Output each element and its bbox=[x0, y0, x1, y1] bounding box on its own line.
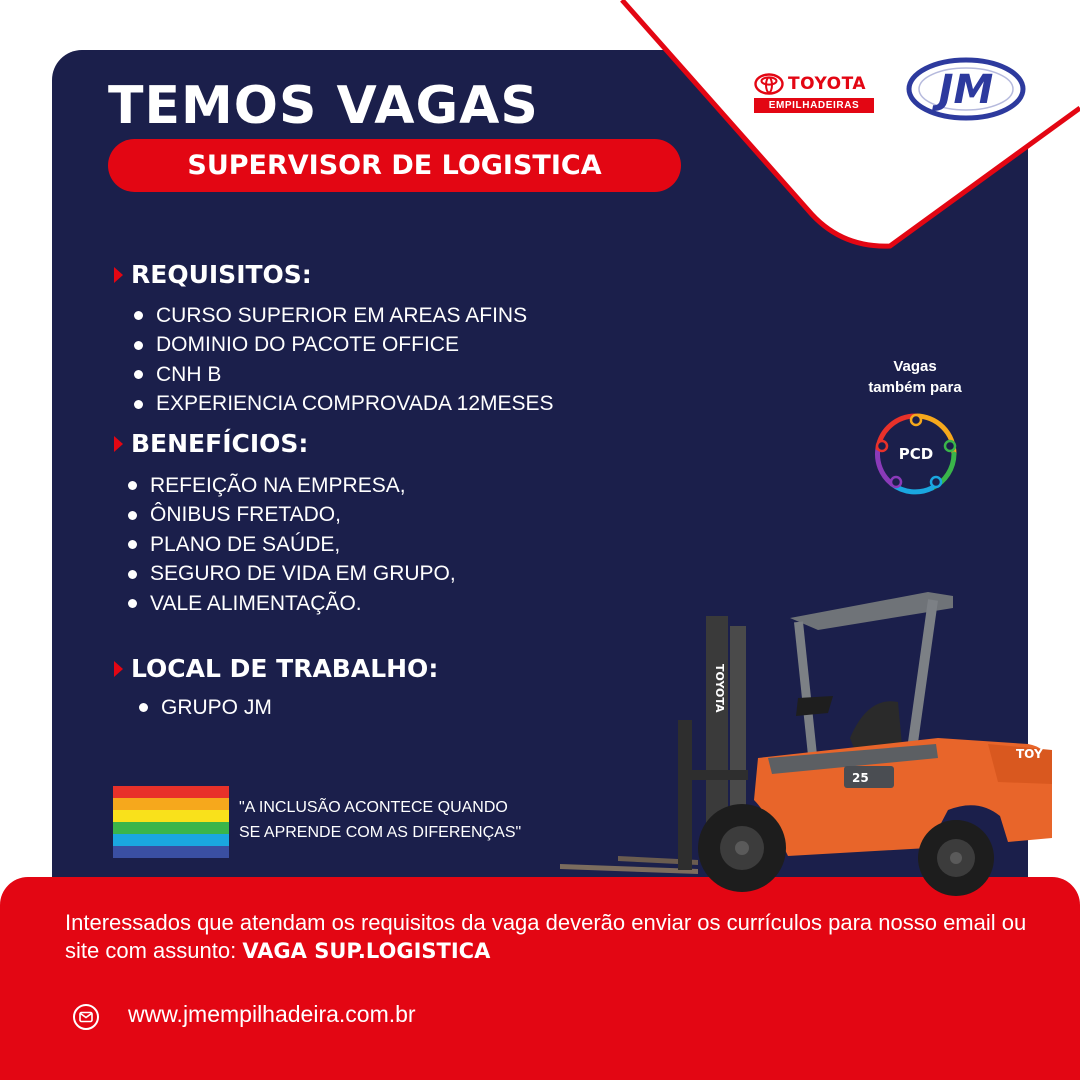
model-label: 25 bbox=[852, 771, 869, 785]
footer-text: Interessados que atendam os requisitos da vaga deverão enviar os currículos para nosso email ou site com assunto: bbox=[65, 910, 1027, 963]
list-item-text: SEGURO DE VIDA EM GRUPO, bbox=[150, 562, 456, 586]
website-link[interactable]: www.jmempilhadeira.com.br bbox=[128, 1001, 416, 1027]
corner-decoration bbox=[560, 0, 1080, 260]
page-title: TEMOS VAGAS bbox=[108, 76, 539, 136]
list-item bbox=[128, 501, 456, 531]
quote-line1: "A INCLUSÃO ACONTECE QUANDO bbox=[239, 799, 508, 816]
list-item bbox=[134, 301, 554, 331]
list-item-text: PLANO DE SAÚDE, bbox=[150, 532, 341, 556]
bullet-icon bbox=[128, 511, 137, 520]
benefits-heading bbox=[114, 429, 308, 458]
requirements-list bbox=[134, 301, 554, 419]
bullet-icon bbox=[134, 311, 143, 320]
jm-logo-text: JM bbox=[938, 67, 994, 113]
job-title: SUPERVISOR DE LOGISTICA bbox=[187, 150, 602, 181]
toyota-logo bbox=[754, 72, 874, 116]
email-icon bbox=[73, 1004, 99, 1030]
forklift-image bbox=[558, 578, 1068, 900]
footer-instructions bbox=[65, 909, 1045, 965]
jm-logo bbox=[905, 55, 1027, 123]
list-item bbox=[128, 471, 456, 501]
location-heading bbox=[114, 654, 438, 683]
pcd-badge-icon bbox=[870, 408, 962, 498]
pcd-text-line2: também para bbox=[868, 379, 962, 396]
bullet-icon bbox=[128, 540, 137, 549]
list-item bbox=[134, 360, 554, 390]
requirements-heading bbox=[114, 260, 312, 289]
benefits-list bbox=[128, 471, 456, 619]
footer-panel bbox=[0, 877, 1080, 1080]
bullet-icon bbox=[128, 481, 137, 490]
bullet-icon bbox=[128, 570, 137, 579]
inclusion-quote bbox=[239, 795, 521, 845]
arrow-right-icon bbox=[114, 267, 123, 283]
pcd-text-line1: Vagas bbox=[893, 358, 937, 375]
bullet-icon bbox=[139, 703, 148, 712]
location-heading-label: LOCAL DE TRABALHO: bbox=[131, 654, 439, 683]
benefits-heading-label: BENEFÍCIOS: bbox=[131, 429, 309, 458]
list-item-text: ÔNIBUS FRETADO, bbox=[150, 503, 341, 527]
bullet-icon bbox=[134, 400, 143, 409]
list-item-text: VALE ALIMENTAÇÃO. bbox=[150, 591, 362, 615]
rainbow-flag bbox=[113, 786, 229, 858]
list-item bbox=[134, 390, 554, 420]
list-item bbox=[128, 589, 456, 619]
list-item-text: REFEIÇÃO NA EMPRESA, bbox=[150, 473, 406, 497]
pcd-badge-text: PCD bbox=[898, 445, 934, 463]
location-list bbox=[139, 693, 272, 723]
footer-subject: VAGA SUP.LOGISTICA bbox=[242, 939, 491, 963]
toyota-emblem-icon bbox=[754, 73, 784, 95]
bullet-icon bbox=[134, 341, 143, 350]
list-item-text: CURSO SUPERIOR EM AREAS AFINS bbox=[156, 303, 528, 327]
job-title-pill bbox=[108, 139, 681, 192]
rear-brand: TOY bbox=[1016, 747, 1043, 761]
mast-brand: TOYOTA bbox=[713, 664, 726, 713]
list-item bbox=[128, 530, 456, 560]
list-item-text: GRUPO JM bbox=[161, 695, 272, 719]
list-item bbox=[134, 331, 554, 361]
pcd-text bbox=[850, 356, 980, 398]
list-item bbox=[139, 693, 272, 723]
requirements-heading-label: REQUISITOS: bbox=[131, 260, 312, 289]
toyota-sub: EMPILHADEIRAS bbox=[754, 98, 874, 113]
bullet-icon bbox=[128, 599, 137, 608]
list-item-text: CNH B bbox=[156, 362, 222, 386]
list-item-text: EXPERIENCIA COMPROVADA 12MESES bbox=[156, 392, 554, 416]
list-item bbox=[128, 560, 456, 590]
arrow-right-icon bbox=[114, 661, 123, 677]
bullet-icon bbox=[134, 370, 143, 379]
arrow-right-icon bbox=[114, 436, 123, 452]
quote-line2: SE APRENDE COM AS DIFERENÇAS" bbox=[239, 824, 522, 841]
list-item-text: DOMINIO DO PACOTE OFFICE bbox=[156, 333, 459, 357]
toyota-name: TOYOTA bbox=[788, 74, 867, 94]
